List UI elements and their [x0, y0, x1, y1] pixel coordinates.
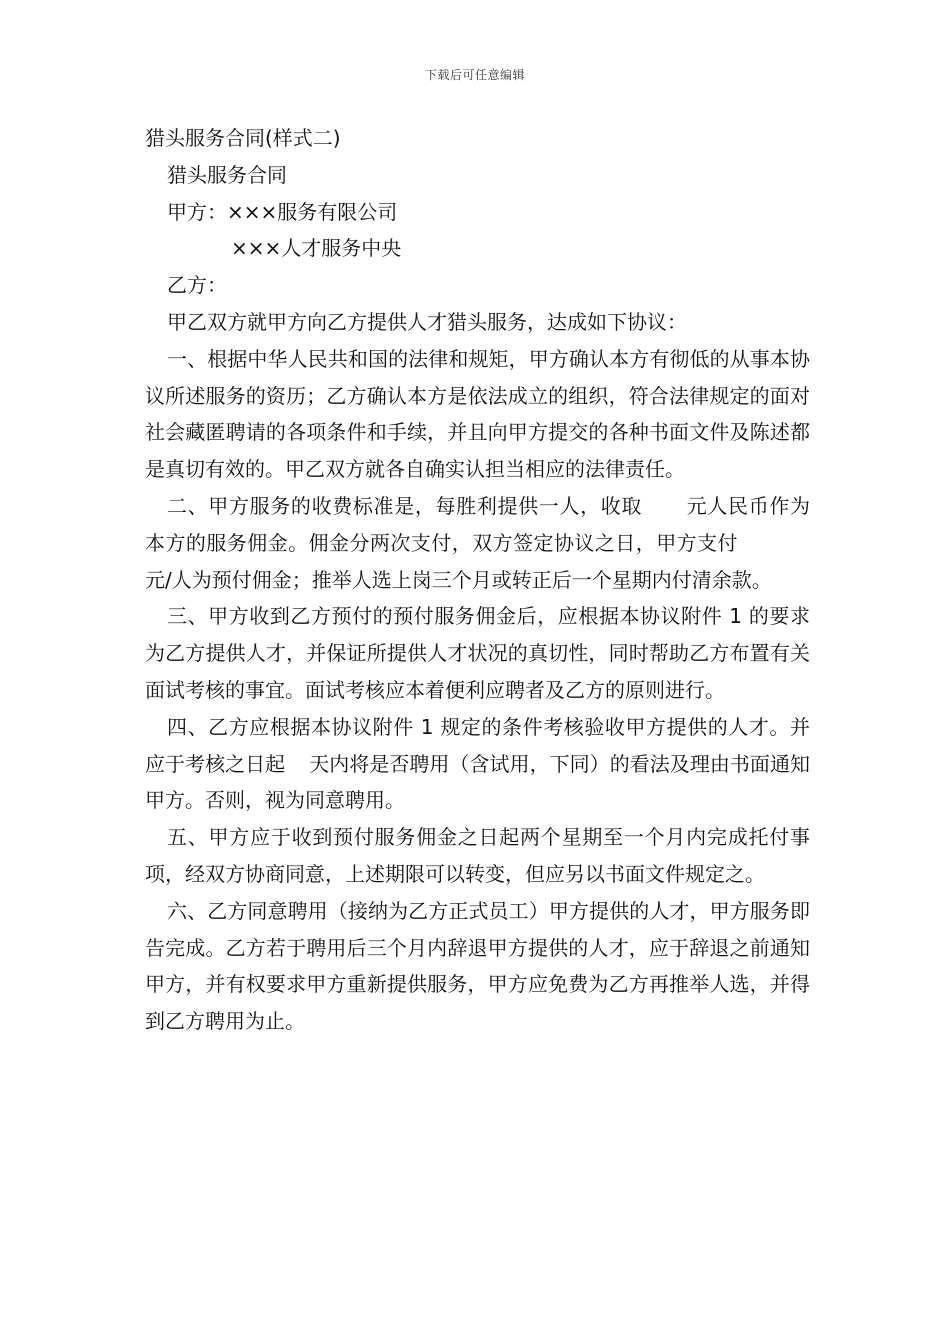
- clause-2-part-c: 元/人为预付佣金；推举人选上岗三个月或转正后一个星期内付清余款。: [145, 567, 772, 592]
- party-a-second-line: ×××人才服务中央: [231, 236, 402, 261]
- party-b-line: 乙方：: [167, 273, 227, 298]
- intro-paragraph: 甲乙双方就甲方向乙方提供人才猎头服务，达成如下协议：: [167, 309, 687, 334]
- clause-4: [145, 709, 810, 819]
- document-subtitle: 猎头服务合同: [167, 162, 287, 187]
- clause-1: 一、根据中华人民共和国的法律和规矩，甲方确认本方有彻低的从事本协议所述服务的资历；乙方确认本方是依法成立的组织，符合法律规定的面对社会藏匿聘请的各项条件和手续，并且向甲方提交的各种书面文件及陈述都是真切有效的。甲乙双方就各自确实认担当相应的法律责任。: [145, 346, 810, 482]
- clause-2-part-b: 元人民币作为本方的服务佣金。佣金分两次支付，双方签定协议之日，甲方支付: [145, 493, 811, 555]
- party-a-line: 甲方：×××服务有限公司: [167, 199, 398, 224]
- clause-2-part-a: 二、甲方服务的收费标准是，每胜利提供一人，收取: [167, 493, 643, 518]
- page-header-note: 下载后可任意编辑: [424, 68, 525, 82]
- document-title: 猎头服务合同(样式二): [145, 126, 341, 150]
- clause-6: 六、乙方同意聘用（接纳为乙方正式员工）甲方提供的人才，甲方服务即告完成。乙方若于聘用后三个月内辞退甲方提供的人才，应于辞退之前通知甲方，并有权要求甲方重新提供服务，甲方应免费为乙方再推举人选，并得到乙方聘用为止。: [145, 898, 810, 1034]
- clause-5: 五、甲方应于收到预付服务佣金之日起两个星期至一个月内完成托付事项，经双方协商同意，上述期限可以转变，但应另以书面文件规定之。: [145, 825, 810, 886]
- clause-4-part-b: 天内将是否聘用（含试用，下同）的看法及理由书面通知甲方。否则，视为同意聘用。: [145, 751, 810, 813]
- clause-4-part-a: 四、乙方应根据本协议附件 1 规定的条件考核验收甲方提供的人才。并应于考核之日起: [145, 714, 810, 776]
- clause-3: 三、甲方收到乙方预付的预付服务佣金后，应根据本协议附件 1 的要求为乙方提供人才，并保证所提供人才状况的真切性，同时帮助乙方布置有关面试考核的事宜。面试考核应本着便利应聘者及乙方的原则进行。: [145, 604, 810, 702]
- document-body: [145, 120, 810, 1040]
- clause-2: [145, 488, 810, 598]
